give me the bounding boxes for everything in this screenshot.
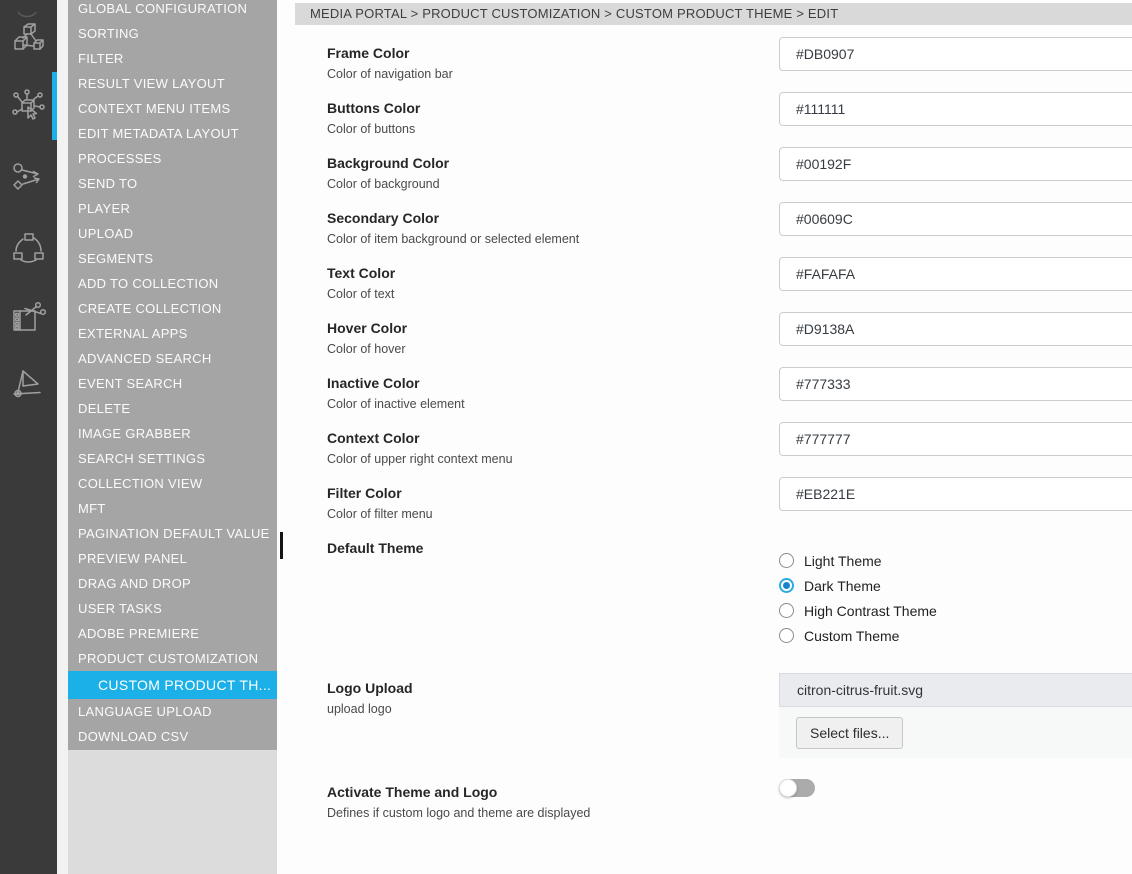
- sidebar-item-context-menu-items[interactable]: CONTEXT MENU ITEMS: [78, 101, 231, 116]
- field-description: Color of navigation bar: [327, 67, 453, 81]
- sidebar-item-add-to-collection[interactable]: ADD TO COLLECTION: [78, 276, 219, 291]
- field-row-secondary-color: [277, 202, 1132, 257]
- field-label: Logo Upload: [327, 680, 413, 696]
- radio-label: High Contrast Theme: [804, 602, 937, 619]
- cube-cluster-icon: [10, 20, 46, 56]
- field-label: Hover Color: [327, 320, 408, 336]
- hover-color-input[interactable]: [779, 312, 1132, 346]
- radio-label: Light Theme: [804, 552, 882, 569]
- radio-selected-icon[interactable]: [779, 578, 794, 593]
- inactive-color-input[interactable]: [779, 367, 1132, 401]
- theme-edit-form: [277, 37, 1132, 868]
- text-color-input[interactable]: [779, 257, 1132, 291]
- field-row-activate-theme-and-logo: [277, 758, 1132, 868]
- rail-button-image-grabber[interactable]: [10, 300, 46, 336]
- field-label: Text Color: [327, 265, 396, 281]
- network-pointer-icon: [10, 89, 46, 125]
- field-description: Color of filter menu: [327, 507, 433, 521]
- field-row-hover-color: [277, 312, 1132, 367]
- sidebar-item-segments[interactable]: SEGMENTS: [78, 251, 154, 266]
- partial-cube-icon: [10, 0, 46, 22]
- field-description: Color of inactive element: [327, 397, 465, 411]
- field-description: Color of item background or selected element: [327, 232, 580, 246]
- field-row-buttons-color: [277, 92, 1132, 147]
- field-description: Defines if custom logo and theme are displayed: [327, 806, 591, 820]
- scrollbar-thumb[interactable]: [280, 532, 283, 559]
- radio-option-light-theme[interactable]: [779, 548, 937, 573]
- sidebar-item-adobe-premiere[interactable]: ADOBE PREMIERE: [78, 626, 200, 641]
- field-row-inactive-color: [277, 367, 1132, 422]
- context-color-input[interactable]: [779, 422, 1132, 456]
- field-label: Frame Color: [327, 45, 410, 61]
- sidebar-item-drag-and-drop[interactable]: DRAG AND DROP: [78, 576, 191, 591]
- sidebar-item-global-configuration[interactable]: GLOBAL CONFIGURATION: [78, 1, 248, 16]
- active-nav-indicator: [52, 72, 57, 140]
- field-label: Buttons Color: [327, 100, 421, 116]
- color-fields: [277, 37, 1132, 532]
- sidebar-item-download-csv[interactable]: DOWNLOAD CSV: [78, 729, 189, 744]
- sidebar-item-upload[interactable]: UPLOAD: [78, 226, 134, 241]
- frame-color-input[interactable]: [779, 37, 1132, 71]
- secondary-color-input[interactable]: [779, 202, 1132, 236]
- filter-color-input[interactable]: [779, 477, 1132, 511]
- field-label: Context Color: [327, 430, 420, 446]
- radio-option-high-contrast-theme[interactable]: [779, 598, 937, 623]
- field-row-filter-color: [277, 477, 1132, 532]
- field-label: Background Color: [327, 155, 450, 171]
- sidebar-item-create-collection[interactable]: CREATE COLLECTION: [78, 301, 222, 316]
- sidebar-item-image-grabber[interactable]: IMAGE GRABBER: [78, 426, 191, 441]
- nav-rail: [0, 0, 57, 874]
- toggle-knob: [779, 779, 797, 797]
- rail-button-processes[interactable]: [10, 160, 46, 196]
- sidebar-item-search-settings[interactable]: SEARCH SETTINGS: [78, 451, 206, 466]
- theme-radio-group: [779, 548, 937, 648]
- sidebar-item-language-upload[interactable]: LANGUAGE UPLOAD: [78, 704, 212, 719]
- workflow-arrows-icon: [10, 160, 46, 196]
- field-label: Default Theme: [327, 540, 424, 556]
- breadcrumb: MEDIA PORTAL > PRODUCT CUSTOMIZATION > CUSTOM PRODUCT THEME > EDIT: [295, 3, 1132, 25]
- field-row-context-color: [277, 422, 1132, 477]
- field-row-background-color: [277, 147, 1132, 202]
- field-row-frame-color: [277, 37, 1132, 92]
- sidebar-item-player[interactable]: PLAYER: [78, 201, 131, 216]
- uploaded-file-name: citron-citrus-fruit.svg: [779, 673, 1132, 707]
- field-label: Inactive Color: [327, 375, 420, 391]
- sidebar-item-delete[interactable]: DELETE: [78, 401, 131, 416]
- rail-button-player-tools[interactable]: [10, 366, 46, 402]
- cycle-triangle-icon: [10, 229, 46, 265]
- radio-icon[interactable]: [779, 628, 794, 643]
- sidebar-item-advanced-search[interactable]: ADVANCED SEARCH: [78, 351, 212, 366]
- sidebar-item-custom-product-th[interactable]: CUSTOM PRODUCT TH...: [68, 671, 277, 699]
- buttons-color-input[interactable]: [779, 92, 1132, 126]
- radio-option-dark-theme[interactable]: [779, 573, 937, 598]
- sidebar-item-mft[interactable]: MFT: [78, 501, 106, 516]
- field-row-text-color: [277, 257, 1132, 312]
- radio-icon[interactable]: [779, 603, 794, 618]
- logo-upload-widget: [779, 673, 1132, 758]
- film-scissors-icon: [10, 300, 46, 336]
- rail-button-assets[interactable]: [10, 20, 46, 56]
- field-description: Color of hover: [327, 342, 406, 356]
- radio-label: Custom Theme: [804, 627, 900, 644]
- field-description: Color of upper right context menu: [327, 452, 513, 466]
- play-trim-icon: [10, 366, 46, 402]
- field-description: upload logo: [327, 702, 392, 716]
- field-label: Filter Color: [327, 485, 402, 501]
- main-content: [277, 0, 1132, 874]
- sidebar-item-collection-view[interactable]: COLLECTION VIEW: [78, 476, 203, 491]
- sidebar-item-send-to[interactable]: SEND TO: [78, 176, 138, 191]
- sidebar-item-pagination-default-value[interactable]: PAGINATION DEFAULT VALUE: [78, 526, 270, 541]
- sidebar-item-user-tasks[interactable]: USER TASKS: [78, 601, 163, 616]
- sidebar-item-sorting[interactable]: SORTING: [78, 26, 140, 41]
- sidebar-item-product-customization[interactable]: PRODUCT CUSTOMIZATION: [78, 651, 259, 666]
- background-color-input[interactable]: [779, 147, 1132, 181]
- radio-dot: [783, 582, 790, 589]
- field-label: Activate Theme and Logo: [327, 784, 498, 800]
- field-description: Color of background: [327, 177, 440, 191]
- radio-label: Dark Theme: [804, 577, 881, 594]
- radio-icon[interactable]: [779, 553, 794, 568]
- sidebar-item-processes[interactable]: PROCESSES: [78, 151, 162, 166]
- sidebar-item-result-view-layout[interactable]: RESULT VIEW LAYOUT: [78, 76, 225, 91]
- sidebar-menu: [68, 0, 277, 750]
- sidebar-item-filter[interactable]: FILTER: [78, 51, 124, 66]
- field-label: Secondary Color: [327, 210, 440, 226]
- activate-toggle[interactable]: [779, 779, 815, 797]
- sidebar-item-preview-panel[interactable]: PREVIEW PANEL: [78, 551, 188, 566]
- field-row-logo-upload: [277, 673, 1132, 758]
- sidebar-item-external-apps[interactable]: EXTERNAL APPS: [78, 326, 188, 341]
- select-files-button[interactable]: Select files...: [796, 717, 903, 749]
- field-description: Color of text: [327, 287, 395, 301]
- rail-button-portal-config[interactable]: [10, 89, 46, 125]
- settings-sidebar: [68, 0, 277, 874]
- sidebar-item-event-search[interactable]: EVENT SEARCH: [78, 376, 183, 391]
- field-description: Color of buttons: [327, 122, 416, 136]
- rail-button-collections[interactable]: [10, 229, 46, 265]
- sidebar-item-edit-metadata-layout[interactable]: EDIT METADATA LAYOUT: [78, 126, 239, 141]
- radio-option-custom-theme[interactable]: [779, 623, 937, 648]
- field-row-default-theme: [277, 532, 1132, 673]
